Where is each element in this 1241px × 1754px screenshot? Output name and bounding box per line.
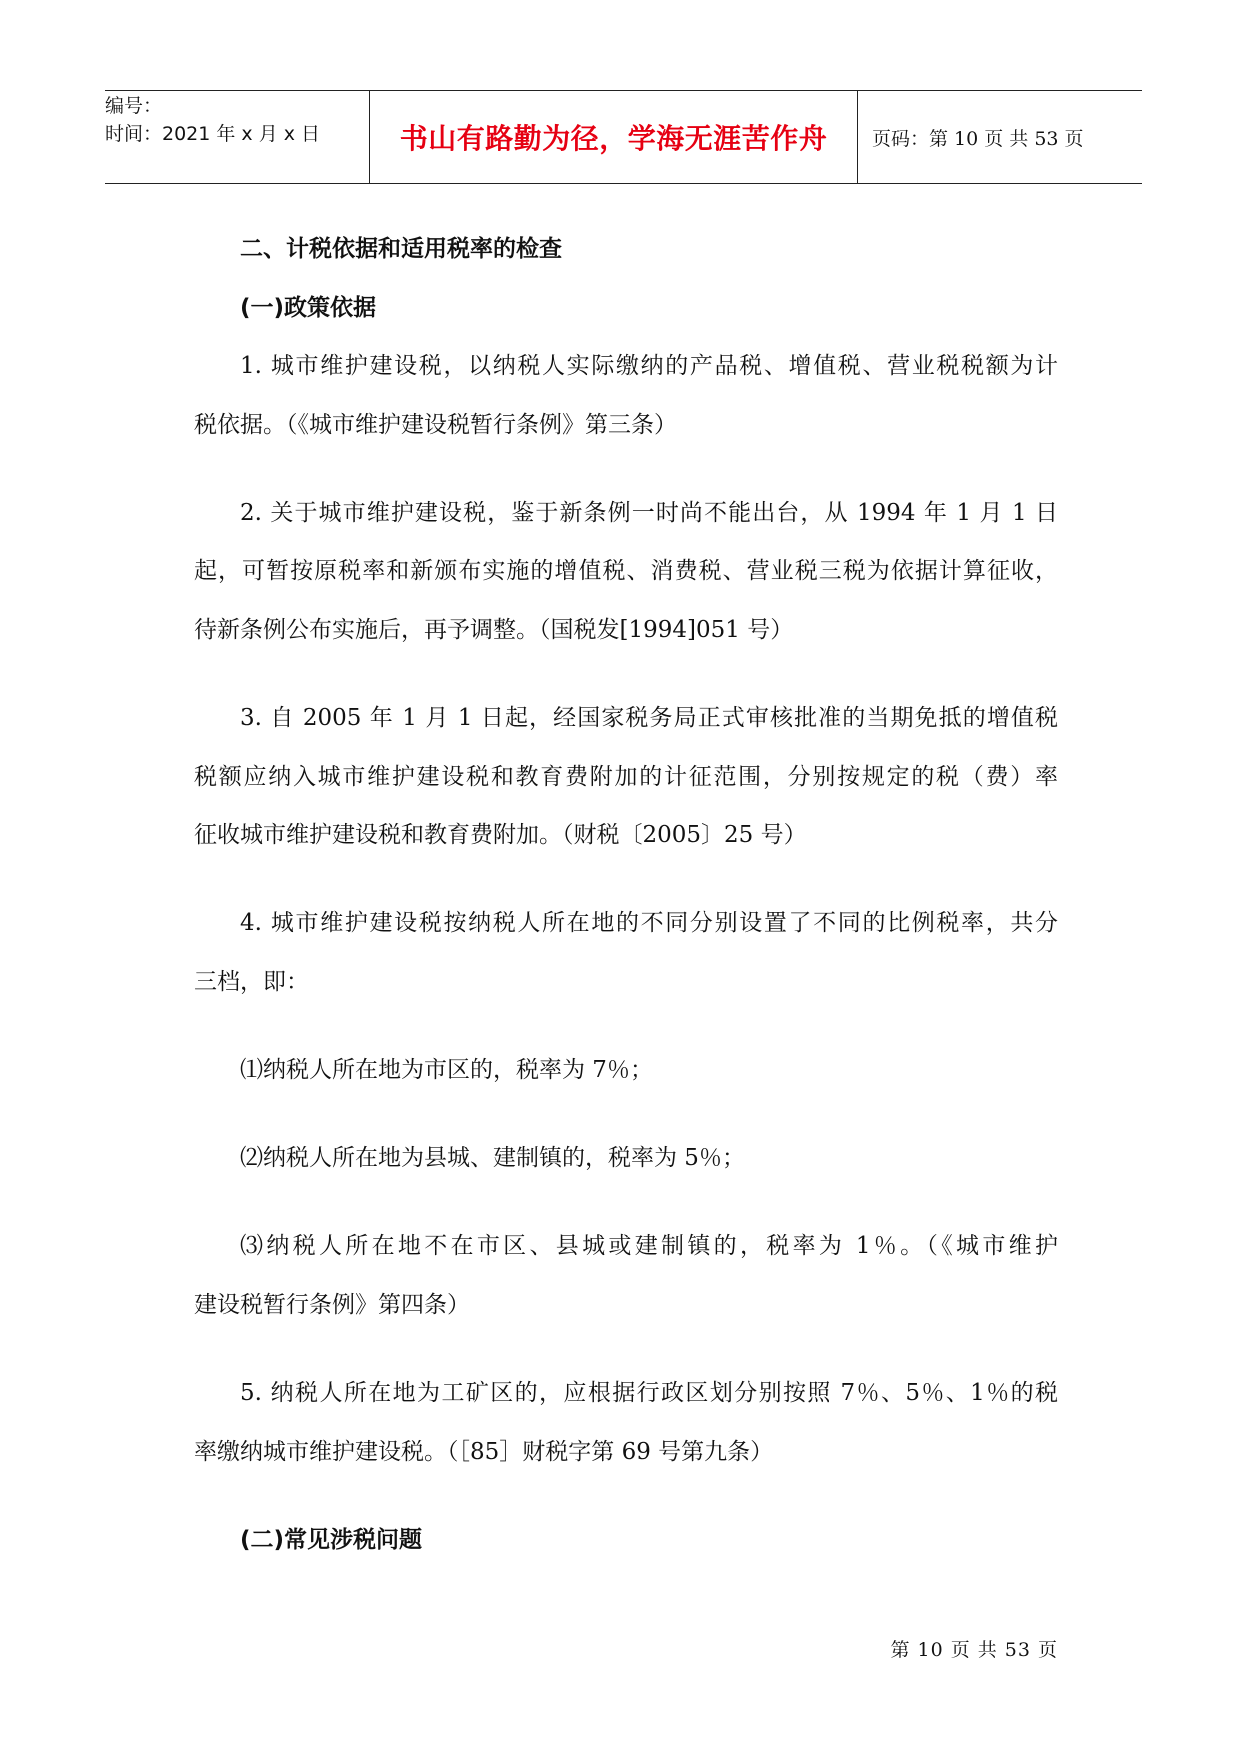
paragraph-4 — [194, 894, 1058, 1011]
paragraph-line: 起，可暂按原税率和新颁布实施的增值税、消费税、营业税三税为依据计算征收， — [194, 558, 1058, 585]
document-body — [194, 220, 1058, 1569]
document-time-label: 时间：2021 年 x 月 x 日 — [105, 123, 321, 145]
paragraph-line: 4. 城市维护建设税按纳税人所在地的不同分别设置了不同的比例税率，共分 — [240, 910, 1058, 937]
rate-item-3 — [194, 1217, 1058, 1334]
page-header — [105, 90, 1142, 184]
paragraph-line: 率缴纳城市维护建设税。（［85］财税字第 69 号第九条） — [194, 1438, 774, 1465]
header-motto: 书山有路勤为径，学海无涯苦作舟 — [399, 122, 828, 155]
paragraph-line: 税额应纳入城市维护建设税和教育费附加的计征范围，分别按规定的税（费）率 — [194, 763, 1058, 790]
page-footer-number: 第 10 页 共 53 页 — [890, 1639, 1058, 1661]
paragraph-line: 征收城市维护建设税和教育费附加。（财税〔2005〕25 号） — [194, 822, 807, 849]
rate-item-1 — [194, 1041, 1058, 1100]
header-page-info: 页码：第 10 页 共 53 页 — [872, 127, 1084, 150]
header-meta-cell — [105, 91, 369, 183]
paragraph-line: 待新条例公布实施后，再予调整。（国税发[1994]051 号） — [194, 617, 794, 644]
paragraph-line: 三档，即： — [194, 969, 309, 996]
paragraph-line: 5. 纳税人所在地为工矿区的，应根据行政区划分别按照 7％、5％、1％的税 — [240, 1380, 1058, 1406]
paragraph-2 — [194, 484, 1058, 660]
rate-item-2 — [194, 1129, 1058, 1188]
header-motto-cell — [369, 91, 858, 183]
paragraph-line: 2. 关于城市维护建设税，鉴于新条例一时尚不能出台，从 1994 年 1 月 1 日 — [240, 499, 1058, 526]
paragraph-line: 税依据。（《城市维护建设税暂行条例》第三条） — [194, 411, 677, 438]
subsection-title-policy-basis: (一)政策依据 — [240, 294, 377, 321]
paragraph-line: 3. 自 2005 年 1 月 1 日起，经国家税务局正式审核批准的当期免抵的增值税 — [240, 705, 1058, 732]
section-heading: 二、计税依据和适用税率的检查 — [240, 236, 562, 262]
paragraph-1 — [194, 337, 1058, 454]
paragraph-line: ⑴纳税人所在地为市区的，税率为 7％； — [240, 1057, 653, 1084]
paragraph-line: 1. 城市维护建设税，以纳税人实际缴纳的产品税、增值税、营业税税额为计 — [240, 353, 1058, 380]
document-number-label: 编号： — [105, 95, 163, 117]
header-page-info-cell — [858, 91, 1142, 183]
paragraph-line: ⑵纳税人所在地为县城、建制镇的，税率为 5％； — [240, 1145, 745, 1172]
paragraph-3 — [194, 689, 1058, 865]
paragraph-line: ⑶纳税人所在地不在市区、县城或建制镇的，税率为 1％。（《城市维护 — [240, 1233, 1058, 1260]
subsection-title-common-issues: (二)常见涉税问题 — [240, 1526, 423, 1553]
paragraph-5 — [194, 1364, 1058, 1481]
paragraph-line: 建设税暂行条例》第四条） — [194, 1291, 470, 1318]
